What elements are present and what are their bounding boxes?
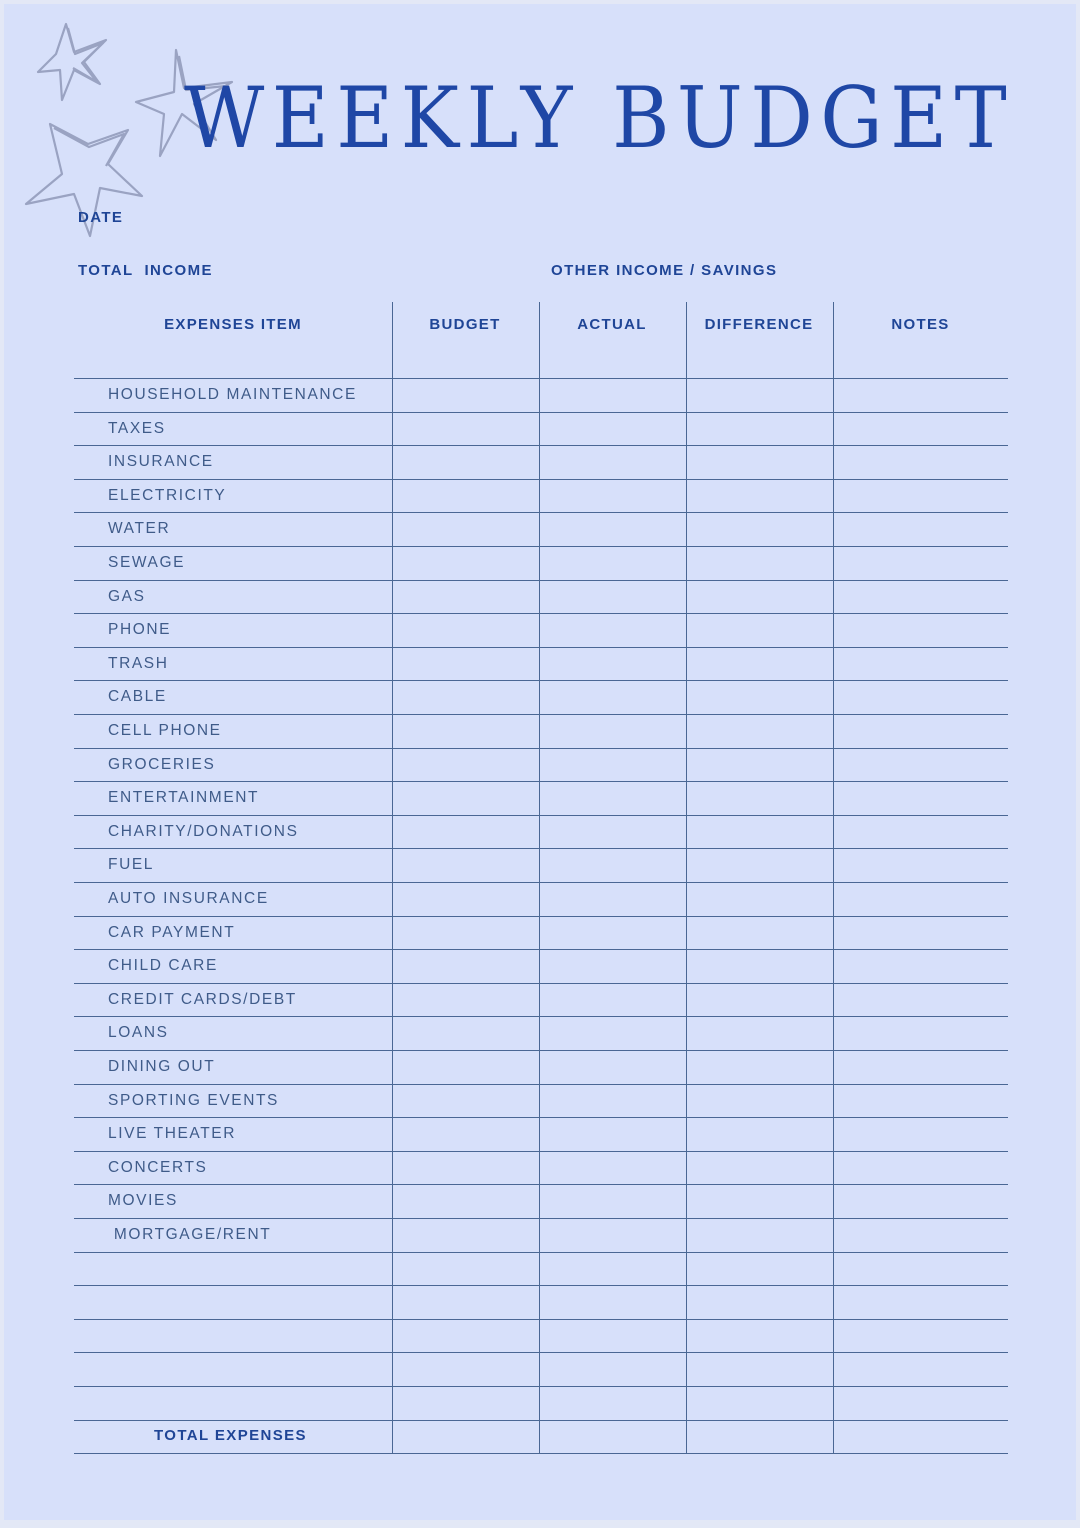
table-row: GAS <box>108 587 146 605</box>
table-row: FUEL <box>108 856 155 874</box>
table-row: CONCERTS <box>108 1158 208 1176</box>
table-row-divider <box>74 1352 1008 1353</box>
table-row-divider <box>74 1453 1008 1454</box>
total-income-label: TOTAL INCOME <box>78 262 213 279</box>
table-row: ENTERTAINMENT <box>108 789 260 807</box>
table-row-divider <box>74 949 1008 950</box>
table-row-divider <box>74 714 1008 715</box>
column-header-difference: DIFFERENCE <box>704 316 814 333</box>
table-row-divider <box>74 1016 1008 1017</box>
table-row-divider <box>74 1184 1008 1185</box>
table-row-divider <box>74 412 1008 413</box>
table-row-divider <box>74 580 1008 581</box>
table-row: TRASH <box>108 654 169 672</box>
table-row-divider <box>74 983 1008 984</box>
table-row: CHARITY/DONATIONS <box>108 822 299 840</box>
table-row-divider <box>74 1117 1008 1118</box>
table-row: PHONE <box>108 621 172 639</box>
table-row: CHILD CARE <box>108 957 218 975</box>
table-row: TAXES <box>108 419 166 437</box>
table-row: GROCERIES <box>108 755 216 773</box>
table-row-divider <box>74 1252 1008 1253</box>
date-label: DATE <box>78 209 124 226</box>
table-row-divider <box>74 882 1008 883</box>
table-row-divider <box>74 512 1008 513</box>
column-header-budget: BUDGET <box>429 316 501 333</box>
column-header-notes: NOTES <box>891 316 950 333</box>
other-income-label: OTHER INCOME / SAVINGS <box>551 262 778 279</box>
table-row-divider <box>74 1050 1008 1051</box>
table-row-divider <box>74 781 1008 782</box>
table-row: MORTGAGE/RENT <box>108 1226 272 1243</box>
table-row-divider <box>74 1386 1008 1387</box>
page-title: WEEKLY BUDGET <box>184 69 1015 167</box>
table-row-divider <box>74 378 1008 379</box>
table-column-divider <box>539 302 540 1453</box>
table-row: CREDIT CARDS/DEBT <box>108 990 297 1008</box>
table-row-divider <box>74 1084 1008 1085</box>
table-row-divider <box>74 479 1008 480</box>
table-row: WATER <box>108 520 171 538</box>
table-row-divider <box>74 1218 1008 1219</box>
table-row: DINING OUT <box>108 1058 216 1075</box>
table-row-divider <box>74 445 1008 446</box>
table-column-divider <box>686 302 687 1453</box>
table-row-divider <box>74 546 1008 547</box>
table-row: INSURANCE <box>108 453 214 471</box>
table-row-divider <box>74 1285 1008 1286</box>
table-row: ELECTRICITY <box>108 486 227 504</box>
table-row-divider <box>74 613 1008 614</box>
table-row-divider <box>74 647 1008 648</box>
table-row: HOUSEHOLD MAINTENANCE <box>108 386 357 403</box>
table-row: LIVE THEATER <box>108 1125 237 1143</box>
table-row-divider <box>74 680 1008 681</box>
table-row-divider <box>74 916 1008 917</box>
table-column-divider <box>392 302 393 1453</box>
budget-page <box>4 4 1076 1520</box>
table-row: CAR PAYMENT <box>108 923 236 941</box>
table-row: AUTO INSURANCE <box>108 890 269 907</box>
column-header-actual: ACTUAL <box>577 316 647 333</box>
table-row: MOVIES <box>108 1192 178 1210</box>
table-row: CABLE <box>108 688 167 706</box>
table-row-divider <box>74 1151 1008 1152</box>
table-row: SEWAGE <box>108 554 186 571</box>
table-row-divider <box>74 848 1008 849</box>
total-expenses-label: TOTAL EXPENSES <box>154 1427 307 1444</box>
table-row-divider <box>74 1420 1008 1421</box>
table-row-divider <box>74 815 1008 816</box>
table-row-divider <box>74 748 1008 749</box>
column-header-expenses-item: EXPENSES ITEM <box>164 316 302 333</box>
table-row: LOANS <box>108 1024 169 1042</box>
table-row: SPORTING EVENTS <box>108 1091 279 1109</box>
table-column-divider <box>833 302 834 1453</box>
table-row: CELL PHONE <box>108 722 222 739</box>
table-row-divider <box>74 1319 1008 1320</box>
